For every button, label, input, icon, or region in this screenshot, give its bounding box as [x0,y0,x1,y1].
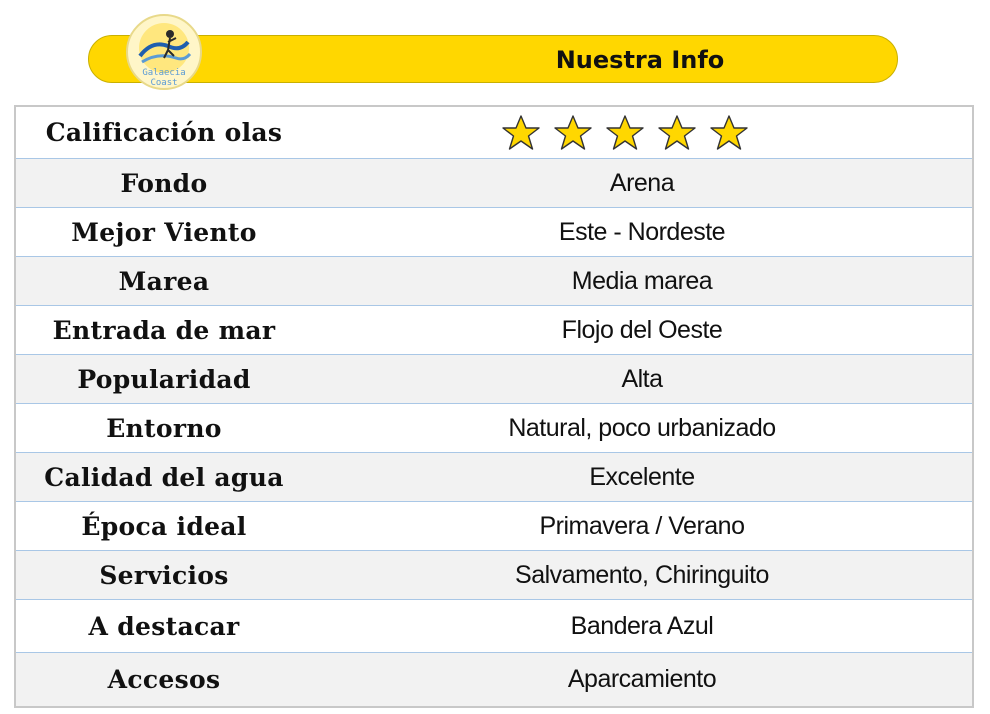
table-row-rating [16,107,972,159]
row-value: Salvamento, Chiringuito [515,560,769,589]
svg-text:Coast: Coast [150,78,178,88]
row-label: Marea [118,266,210,296]
svg-text:Galaecia: Galaecia [142,68,186,78]
table-row [16,404,972,453]
table-row [16,551,972,600]
row-label: Época ideal [81,511,247,541]
row-value: Bandera Azul [570,611,714,640]
row-value: Este - Nordeste [558,217,726,246]
star-icon [657,114,697,152]
star-rating [312,114,972,152]
row-label: Calificación olas [45,118,283,147]
table-row [16,257,972,306]
brand-logo [118,12,210,92]
row-label: Entorno [106,413,222,443]
table-row [16,453,972,502]
table-row [16,355,972,404]
logo-icon [118,12,210,92]
row-value: Arena [609,168,675,197]
table-row [16,653,972,706]
row-value: Primavera / Verano [539,511,745,540]
row-value: Media marea [571,266,713,295]
star-icon [709,114,749,152]
row-label: Servicios [99,560,229,590]
row-value: Natural, poco urbanizado [508,413,776,442]
star-icon [605,114,645,152]
row-label: Mejor Viento [71,217,257,247]
row-value: Alta [621,364,663,393]
row-value: Flojo del Oeste [561,315,723,344]
row-label: Accesos [107,665,221,694]
star-icon [501,114,541,152]
row-value: Excelente [589,462,695,491]
row-label: Entrada de mar [52,315,276,345]
table-row [16,159,972,208]
table-row [16,600,972,653]
table-row [16,306,972,355]
table-row [16,208,972,257]
row-label: Calidad del agua [44,462,284,492]
row-label: Fondo [120,168,208,198]
page-title: Nuestra Info [555,46,725,74]
row-value: Aparcamiento [567,665,717,693]
info-table [14,105,974,708]
table-row [16,502,972,551]
row-label: A destacar [88,611,240,641]
row-label: Popularidad [77,364,251,394]
star-icon [553,114,593,152]
